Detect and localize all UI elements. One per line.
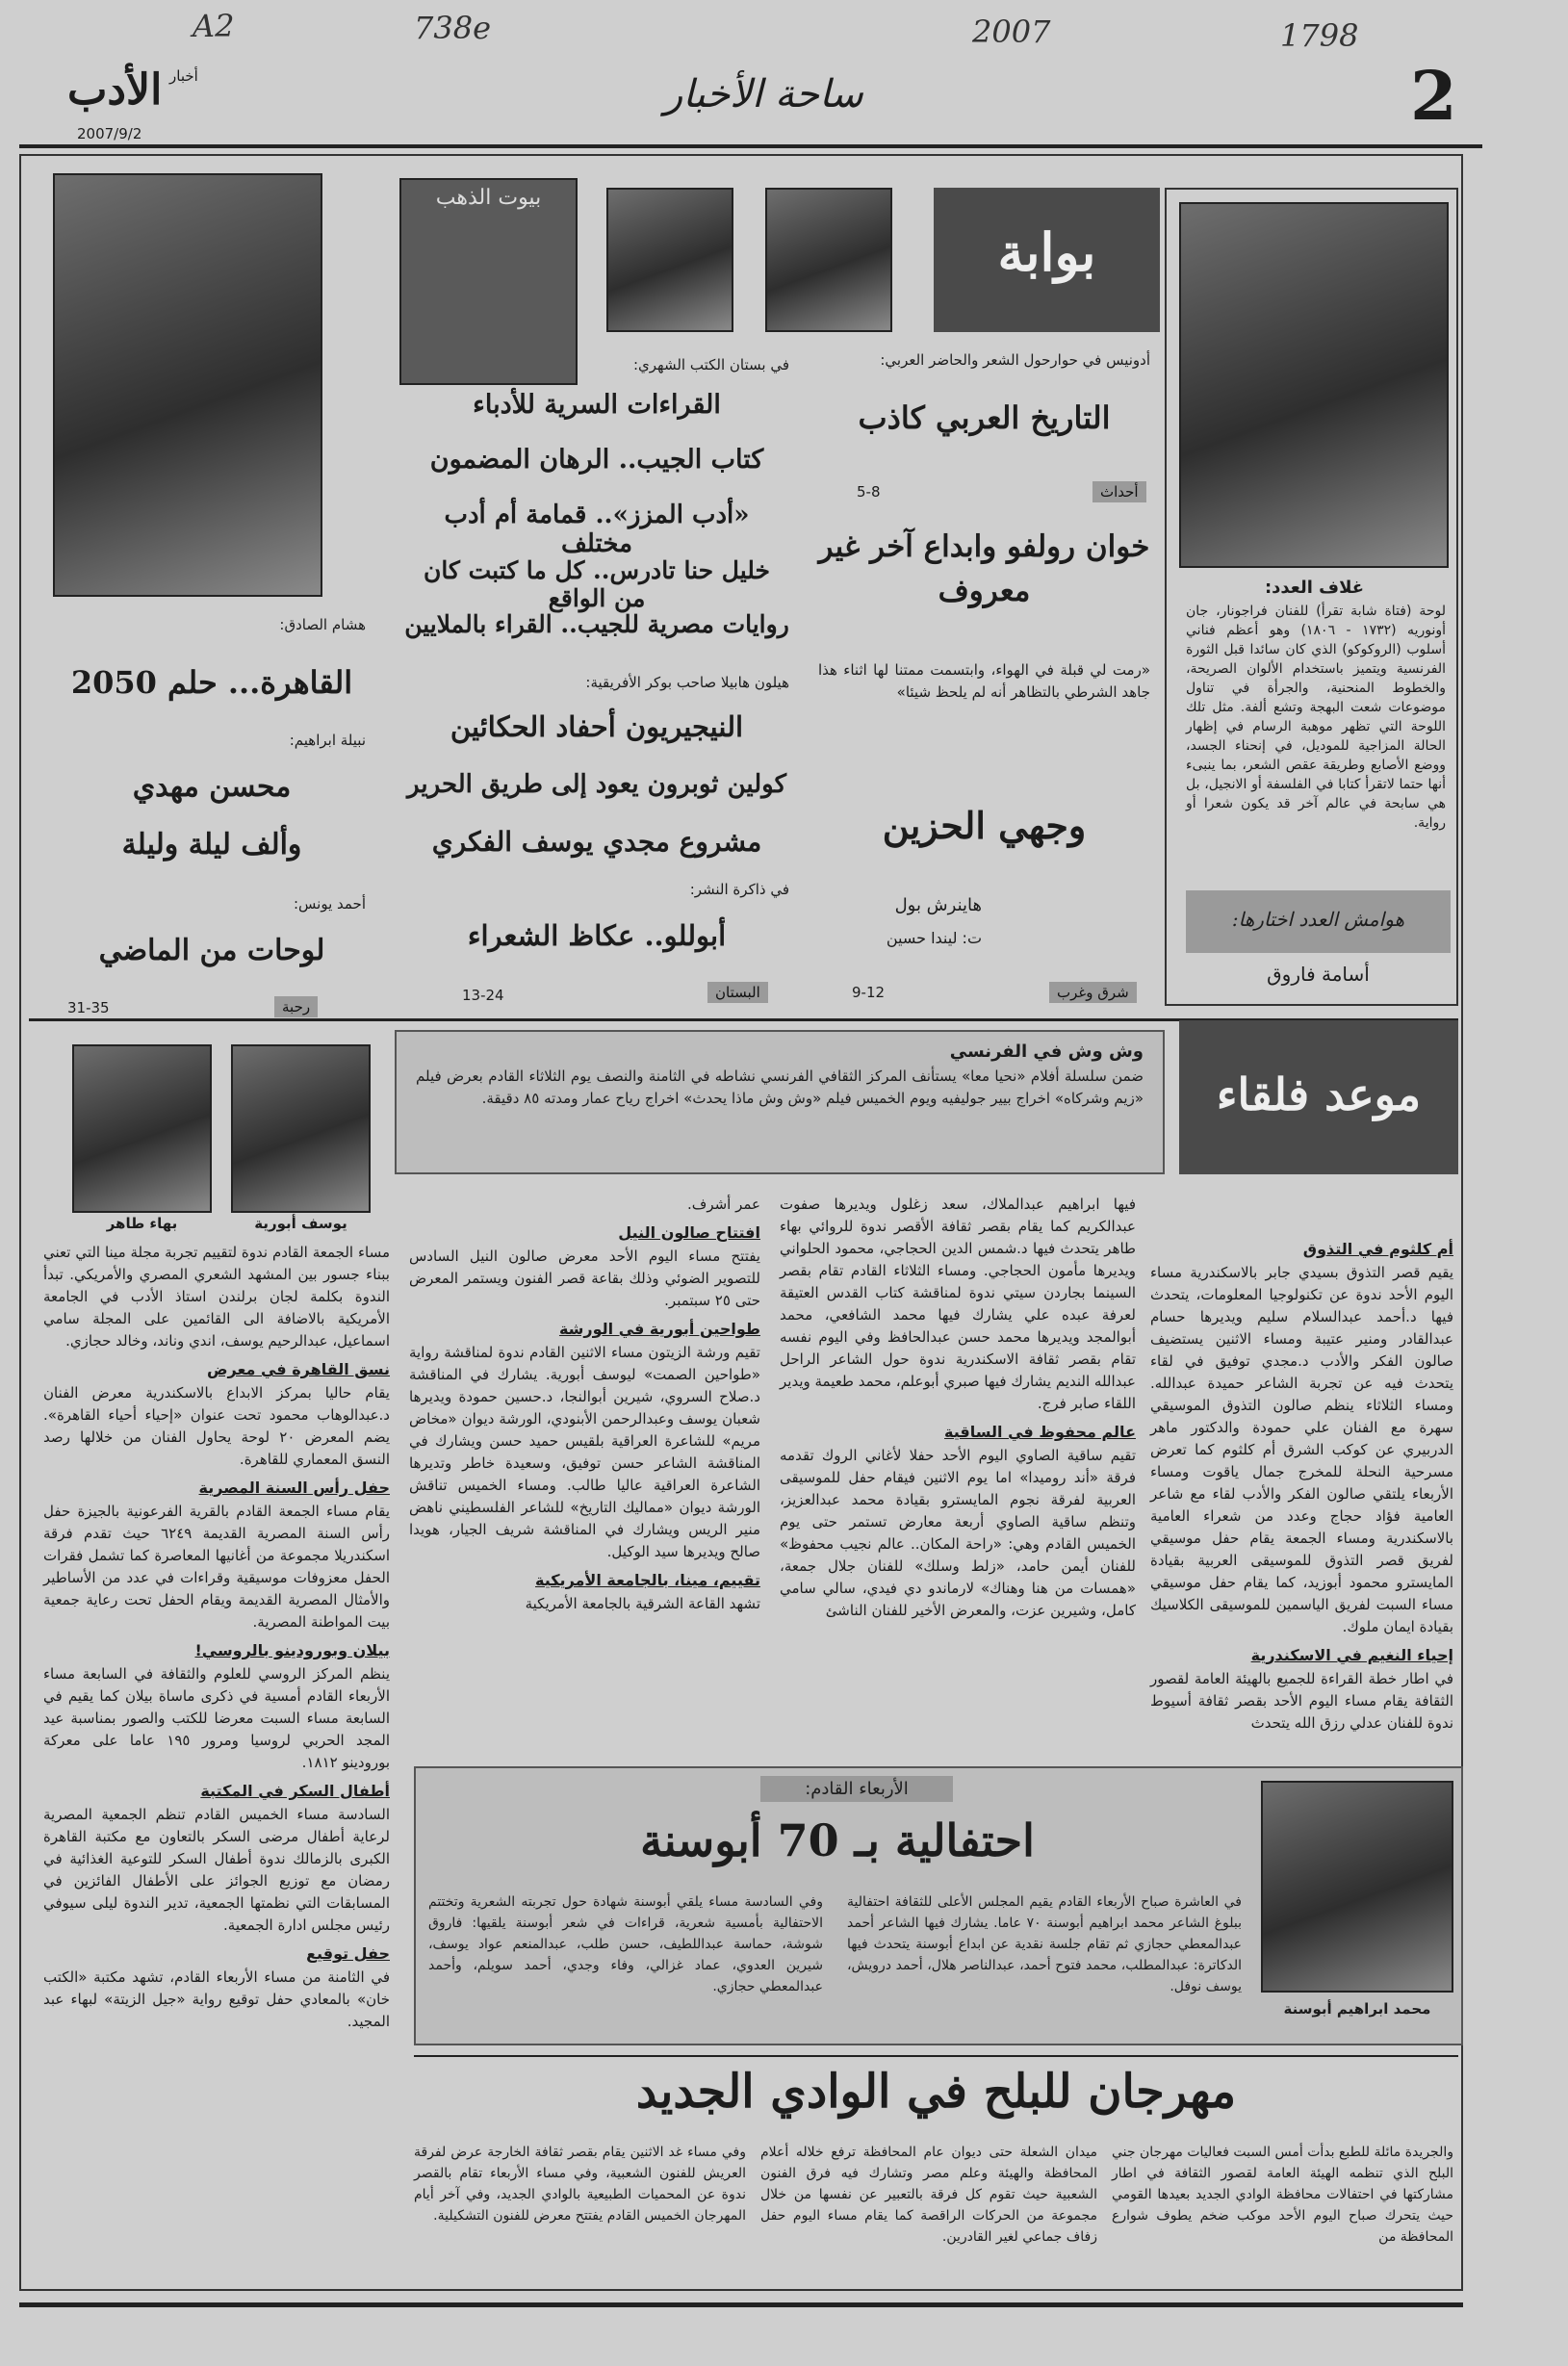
garden-headline-2: كتاب الجيب.. الرهان المضمون xyxy=(429,445,764,475)
garden-tag: البستان xyxy=(707,982,768,1003)
heinrich-boll: هاينرش بول xyxy=(894,895,982,915)
paintings-headline: لوحات من الماضي xyxy=(98,934,325,967)
dates-festival-text-b: ميدان الشعلة حتى ديوان عام المحافظة ترفع خلاله أعلام المحافظة والهيئة وعلم مصر وتشارك فيه فرق الفنون الشعبية حيث تقوم كل فرقة بالتعبير عن نفسها من خلال مجموعة من الحركات الراقصة كما يقام مساء اليوم حفل زفاف جماعي لغير القادرين. xyxy=(760,2145,1097,2245)
eastwest-tag: شرق وغرب xyxy=(1049,982,1137,1003)
margins-box xyxy=(1186,890,1451,953)
cover-text: لوحة (فتاة شابة تقرأ) للفنان فراجونار، جان أونوريه (١٧٣٢ - ١٨٠٦) وهو أعظم فناني أسلوب (الروكوكو) الذي كان سائدا قبل الثورة الفرنسية ويتميز باستخدام الألوان الصريحة، والخطوط المنحنية، والجرأة في تناول موضوعات شعت البهجة وتشع ألفة. مثل تلك اللوحة التي تظهر موهبة الرسام في إظهار الحالة المزاجية للموديل، في إنحناء الجسد، ووضع الأصابع وطريقة عقص الشعر، بما ينبىء أنها حتما لاتقرأ كتابا في الفلسفة أو الانجيل، بل هي سابحة في عالم آخر قد يكون شعرا أو رواية. xyxy=(1186,604,1447,831)
abousenna-photo-caption: محمد ابراهيم أبوسنة xyxy=(1283,2000,1431,2018)
handwritten-note-a: A2 xyxy=(193,8,235,44)
col2-heading-2: عالم محفوظ في الساقية xyxy=(944,1423,1136,1441)
handwritten-note-d: 1798 xyxy=(1280,17,1359,54)
col4-text-6: في الثامنة من مساء الأربعاء القادم، تشهد مكتبة «الكتب خان» بالمعادي حفل توقيع رواية «جيل الزيتة» لبهاء عبد المجيد. xyxy=(43,1968,390,2030)
dates-festival-text-a: والجريدة مائلة للطبع بدأت أمس السبت فعاليات مهرجان جني البلح الذي تنظمه الهيئة العامة لقصور الثقافة في اطار مشاركتها في احتفالات محافظة الوادي الجديد بعيدها القومي حيث يتحرك صباح اليوم الأحد موكب ضخم يطوف شوارع المحافظة من xyxy=(1112,2145,1453,2245)
nights-headline: وألف ليلة وليلة xyxy=(121,828,302,862)
caption-youssef-aboureya: يوسف أبورية xyxy=(254,1215,347,1232)
col3-text-2: يفتتح مساء اليوم الأحد معرض صالون النيل السادس للتصوير الضوئي وذلك بقاعة قصر الفنون ويستمر المعرض حتى ٢٥ سبتمبر. xyxy=(409,1247,760,1309)
col3-text-4: تشهد القاعة الشرقية بالجامعة الأمريكية xyxy=(525,1595,760,1612)
col4-heading-3: حفل رأس السنة المصرية xyxy=(198,1479,390,1497)
nabila-byline: نبيلة ابراهيم: xyxy=(289,732,366,749)
mohsen-headline: محسن مهدي xyxy=(132,770,292,804)
gate-banner-text: بوابة xyxy=(997,221,1096,283)
garden-headline-5: روايات مصرية للجيب.. القراء بالملايين xyxy=(404,610,789,638)
section-title: ساحة الأخبار xyxy=(664,72,863,116)
memory-headline: أبوللو.. عكاظ الشعراء xyxy=(467,919,727,952)
garden-headline-4: خليل حنا تادرس.. كل ما كتبت كان من الواقع xyxy=(423,556,770,612)
photo-bahaa-taher xyxy=(72,1044,212,1213)
street-photo xyxy=(53,173,322,597)
caption-bahaa-taher: بهاء طاهر xyxy=(106,1215,178,1232)
margins-author: أسامة فاروق xyxy=(1267,963,1370,986)
cairo-headline: القاهرة... حلم 2050 xyxy=(70,664,353,701)
masthead-rule xyxy=(19,144,1482,148)
juan-headline: خوان رولفو وابداع آخر غير معروف xyxy=(818,529,1150,608)
french-film-title: وش وش في الفرنسي xyxy=(949,1042,1144,1062)
helon-caption: هيلون هابيلا صاحب بوكر الأفريقية: xyxy=(585,674,789,691)
col4-text-5: السادسة مساء الخميس القادم تنظم الجمعية المصرية لرعاية أطفال مرضى السكر بالتعاون مع مكتبة القاهرة الكبرى بالزمالك ندوة أطفال السكر للتوعية الغذائية في رمضان مع توزيع الجوائز على الأطفال الفائزين في المسابقات التي نظمتها الجمعية، تدير الندوة ليلى سيوفي رئيس مجلس ادارة الجمعية. xyxy=(43,1806,390,1934)
abousenna-text-a: في العاشرة صباح الأربعاء القادم يقيم المجلس الأعلى للثقافة احتفالية ببلوغ الشاعر محمد ابراهيم أبوسنة ٧٠ عاما. يشارك فيها الشاعر أحمد عبدالمعطي حجازي ثم تقام جلسة نقدية عن ابداع أبوسنة يتحدث فيها الدكاترة: عبدالمطلب، محمد فتوح أحمد، عبدالناصر هلال، أحمد درويش، يوسف نوفل. xyxy=(847,1894,1242,1994)
abousenna-text-b: وفي السادسة مساء يلقي أبوسنة شهادة حول تجربته الشعرية وتختتم الاحتفالية بأمسية شعرية، قراءات في شعر أبوسنة يلقيها: فاروق شوشة، حماسة عبداللطيف، حسن طلب، عبدالمنعم عواد يوسف، شيرين العدوي، عماد غزالي، وفاء وجدي، أحمد سويلم، وأحمد عبدالمعطي حجازي. xyxy=(428,1894,823,1994)
helon-headline-3: مشروع مجدي يوسف الفكري xyxy=(431,826,762,858)
hisham-byline: هشام الصادق: xyxy=(279,616,366,633)
col4-heading-6: حفل توقيع xyxy=(306,1944,390,1963)
news-column-2 xyxy=(780,1194,1136,1622)
col2-text-2: تقيم ساقية الصاوي اليوم الأحد حفلا لأغاني الروك تقدمه فرقة «أند روميدا» اما يوم الاثنين فيقام حفل للموسيقى العربية لفرقة نجوم المايسترو بقيادة محمد عبدالعزيز، وتنظم ساقية الصاوي أربعة معارض تستمر حتى يوم الخميس القادم وهي: «راحة المكان.. عالم نجيب محفوظ» للفنان أيمن حامد، «زلط وسلك» للفنان جلال جمعة، «همسات من هنا وهناك» لارماندو دي فيدي، سالي سامي كامل، وشيرين عزت، والمعرض الأخير للفنان الناشئ xyxy=(780,1447,1136,1619)
col3-heading-4: تقييم، مينا، بالجامعة الأمريكية xyxy=(535,1571,760,1589)
col3-text-3: تقيم ورشة الزيتون مساء الاثنين القادم ندوة لمناقشة رواية «طواحين الصمت» ليوسف أبورية. يشارك في المناقشة د.صلاح السروي، شيرين أبوالنجا، د.حسين حمودة ويديرها شعبان يوسف وعبدالرحمن الأبنودي، الورشة ديوان «مخاض مريم» للشاعرة العراقية بلقيس حميد حسن ويشارك في المناقشة الشاعر حسن توفيق، وسعيدة خاطر وتديرها الشاعرة العراقية عاليا طالب. ومساء الخميس تناقش الورشة ديوان «مماليك التاريخ» للشاعر الفلسطيني ناهض منير الريس ويشارك في المناقشة شريف الجيار، هويدا صالح ويديرها سيد الوكيل. xyxy=(409,1344,760,1560)
book-cover xyxy=(399,178,578,385)
col1-text-1: يقيم قصر التذوق بسيدي جابر بالاسكندرية مساء اليوم الأحد ندوة عن تكنولوجيا المعلومات، يتحدث فيها د.أحمد عبدالسلام سليم ويديرها حسام عبدالقادر ومنير عتيبة ومساء الاثنين يستضيف صالون الفكر والأدب د.مجدي توفيق في لقاء يتحدث فيه عن تجربة الشاعر حميدة عبدالله. ومساء الثلاثاء ينظم صالون التذوق الموسيقي سهرة مع الفنان علي حمودة والدكتور ماهر الدربيري عن كوكب الشرق أم كلثوم كما تعرض مسرحية النحلة للمخرج جمال ياقوت ومساء الأربعاء يلتقي صالون الفكر والأدب لقاء مع شاعر العامية فؤاد حجاج وعدد من شعراء العامية بالاسكندرية ومساء الجمعة يقام حفل موسيقي لفريق قصر التذوق للموسيقى العربية بقيادة المايسترو محمود أبوزيد، كما يقام حفل موسيقي مساء السبت لفريق الياسمين للموسيقى الكلاسيك بقيادة ايمان ملوك. xyxy=(1150,1264,1453,1635)
garden-pages: 13-24 xyxy=(462,987,504,1004)
events-pages: 5-8 xyxy=(857,483,881,501)
abousenna-headline: احتفالية بـ 70 أبوسنة xyxy=(640,1814,1035,1866)
french-film-box xyxy=(395,1030,1165,1174)
adonis-photo xyxy=(765,188,892,332)
handwritten-note-b: 738e xyxy=(414,10,492,46)
page-number: 2 xyxy=(1410,56,1457,136)
cover-label: غلاف العدد: xyxy=(1264,578,1365,598)
translator: ت: ليندا حسين xyxy=(886,929,982,947)
garden-caption: في بستان الكتب الشهري: xyxy=(632,356,789,373)
col1-heading-1: أم كلثوم في التذوق xyxy=(1302,1240,1453,1258)
eastwest-pages: 9-12 xyxy=(852,984,886,1001)
news-column-3 xyxy=(409,1194,760,1615)
dates-banner-text: موعد فلقاء xyxy=(1216,1068,1422,1120)
quote-text: «رمت لي قبلة في الهواء، وابتسمت ممتنا لها اثناء هذا جاهد الشرطي بالتظاهر أنه لم يلحظ شيئا» xyxy=(818,661,1150,701)
helon-headline-1: النيجيريون أحفاد الحكائين xyxy=(450,710,744,743)
col3-heading-2: افتتاح صالون النيل xyxy=(618,1223,760,1242)
book-cover-title: بيوت الذهب xyxy=(435,186,542,210)
adonis-headline: التاريخ العربي كاذب xyxy=(858,399,1111,436)
paper-kicker: أخبار xyxy=(169,67,198,85)
col4-text-1: مساء الجمعة القادم ندوة لتقييم تجربة مجلة مينا التي تعني ببناء جسور بين المشهد الشعري المصري والأمريكي. تبدأ الندوة بكلمة لجان برلندن استاذ الأدب في الجامعة الأمريكية بالاضافة الى القائمين على المجلة سامي اسماعيل، عبدالرحيم يوسف، اندي وناند، وخالد حجازي. xyxy=(43,1244,390,1350)
page-bottom-rule xyxy=(19,2302,1463,2307)
col4-text-3: يقام مساء الجمعة القادم بالقرية الفرعونية بالجيزة حفل رأس السنة المصرية القديمة ٦٢٤٩ حيث تقدم فرقة اسكندريلا مجموعة من أغانيها المعاصرة كما تشمل فقرات الحفل معزوفات موسيقية وقراءات في عدد من الأساطير والأمثال المصرية القديمة ويقام الحفل تحت رعاية جمعية بيت المواطنة المصرية. xyxy=(43,1503,390,1631)
helon-headline-2: كولين ثوبرون يعود إلى طريق الحرير xyxy=(407,770,786,799)
events-tag: أحداث xyxy=(1092,481,1146,502)
col1-text-2: في اطار خطة القراءة للجميع بالهيئة العامة لقصور الثقافة يقام مساء اليوم الأحد بقصر ثقافة أسيوط ندوة للفنان عدلي رزق الله يتحدث xyxy=(1150,1670,1453,1732)
abousenna-kicker: الأربعاء القادم: xyxy=(760,1776,953,1802)
dates-festival-headline: مهرجان للبلح في الوادي الجديد xyxy=(635,2065,1237,2119)
ahmed-byline: أحمد يونس: xyxy=(293,895,366,913)
col3-heading-3: طواحين أبورية في الورشة xyxy=(558,1320,760,1338)
dates-festival-text-c: وفي مساء غد الاثنين يقام بقصر ثقافة الخارجة عرض لفرقة العريش للفنون الشعبية، وفي مساء الأربعاء تقام بالقصر ندوة عن المحميات الطبيعية بالوادي الجديد، وفي آخر أيام المهرجان الخميس القادم يفتتح معرض للفنون التشكيلية. xyxy=(414,2145,746,2224)
memory-caption: في ذاكرة النشر: xyxy=(689,881,789,898)
garden-headline-3: «أدب المزز».. قمامة أم أدب مختلف xyxy=(444,501,750,558)
news-column-4 xyxy=(43,1242,390,2033)
journey-pages: 31-35 xyxy=(67,999,110,1016)
margins-label: هوامش العدد اختارها: xyxy=(1231,908,1405,931)
dates-banner xyxy=(1179,1020,1458,1174)
gate-banner xyxy=(934,188,1160,332)
french-film-text: ضمن سلسلة أفلام «نحيا معا» يستأنف المركز الثقافي الفرنسي نشاطه في الثامنة والنصف يوم الثلاثاء القادم بعرض فيلم «زيم وشركاه» اخراج بيير جوليفيه ويوم الخميس فيلم «وش وش ماذا يحدث» اخراج رياح عمار ومدته ٨٥ دقيقة. xyxy=(416,1067,1144,1107)
abousenna-photo xyxy=(1261,1781,1453,1993)
col4-text-2: يقام حاليا بمركز الابداع بالاسكندرية معرض الفنان د.عبدالوهاب محمود تحت عنوان «إحياء أحياء القاهرة». يضم المعرض ٢٠ لوحة يحاول الفنان من خلالها رصد النسق المعماري للقاهرة. xyxy=(43,1384,390,1468)
cover-painting xyxy=(1179,202,1449,568)
adonis-caption: أدونيس في حوارحول الشعر والحاضر العربي: xyxy=(880,351,1150,369)
col3-text-1: عمر أشرف. xyxy=(687,1196,760,1213)
photo-youssef-aboureya xyxy=(231,1044,371,1213)
col4-heading-5: أطفال السكر في المكتبة xyxy=(200,1782,390,1800)
col2-text-1: فيها ابراهيم عبدالملاك، سعد زغلول ويديرها صفوت عبدالكريم كما يقام بقصر ثقافة الأقصر ندوة للروائي بهاء طاهر يتحدث فيها د.شمس الدين الحجاجي، محمود الحلواني ويديرها مأمون الحجاجي. ومساء الثلاثاء القادم تقام بقصر السينما بجاردن سيتي ندوة لمناقشة كتاب القدس العتيقة لعرفة عبده علي يشارك فيها محمد الشافعي، محمد أبوالمجد ويديرها محمد حسن عبدالحافظ وفي اليوم نفسه تقام بقصر ثقافة الاسكندرية ندوة حول الشاعر الراحل عبدالله النديم يشارك فيها صبري أبوعلم، محمد طعيمة ويدير اللقاء صابر فرج. xyxy=(780,1196,1136,1412)
news-column-1 xyxy=(1150,1232,1453,1735)
handwritten-note-c: 2007 xyxy=(972,13,1051,50)
sad-face-headline: وجهي الحزين xyxy=(882,804,1087,847)
col1-heading-2: إحياء النغيم في الاسكندرية xyxy=(1250,1646,1453,1664)
garden-headline-1: القراءات السرية للأدباء xyxy=(473,390,721,420)
issue-date: 2007/9/2 xyxy=(77,125,142,142)
col4-heading-4: بيلان وبورودينو بالروسي! xyxy=(194,1641,390,1659)
paper-logo: الأدب xyxy=(67,65,163,115)
col4-heading-2: نسق القاهرة في معرض xyxy=(206,1360,390,1378)
journey-tag: رحبة xyxy=(274,996,318,1017)
col4-text-4: ينظم المركز الروسي للعلوم والثقافة في السابعة مساء الأربعاء القادم أمسية في ذكرى ماساة بيلان كما يقيم في السابعة مساء السبت معرضا للكتب والصور بمناسبة عيد المجد الحربي لروسيا ومرور ١٩٥ عاما على معركة بورودينو ١٨١٢. xyxy=(43,1665,390,1771)
fest-top-rule xyxy=(414,2055,1458,2057)
writer-photo xyxy=(606,188,733,332)
